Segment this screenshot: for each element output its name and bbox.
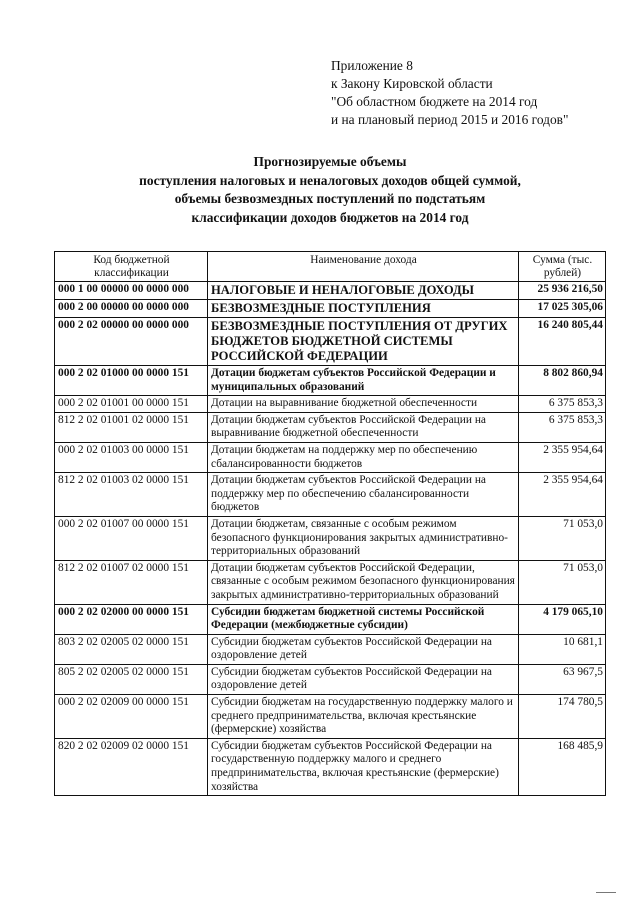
table-row — [55, 560, 606, 604]
title-line: Прогнозируемые объемы — [253, 154, 407, 169]
row-name: Дотации бюджетам субъектов Российской Федерации на выравнивание бюджетной обеспеченности — [208, 412, 519, 442]
table-row — [55, 634, 606, 664]
row-sum: 2 355 954,64 — [519, 473, 606, 517]
table-row — [55, 516, 606, 560]
appendix-line: к Закону Кировской области — [331, 76, 493, 91]
row-name: Дотации бюджетам на поддержку мер по обеспечению сбалансированности бюджетов — [208, 442, 519, 472]
row-code: 000 2 02 01003 00 0000 151 — [55, 442, 208, 472]
row-sum: 71 053,0 — [519, 516, 606, 560]
table-row — [55, 604, 606, 634]
row-sum: 4 179 065,10 — [519, 604, 606, 634]
row-name: Дотации на выравнивание бюджетной обеспеченности — [208, 396, 519, 413]
revenue-table — [54, 251, 606, 796]
row-sum: 174 780,5 — [519, 695, 606, 739]
header-name: Наименование дохода — [208, 252, 519, 282]
row-sum: 10 681,1 — [519, 634, 606, 664]
appendix-header — [331, 57, 631, 129]
header-sum: Сумма (тыс. рублей) — [519, 252, 606, 282]
row-sum: 25 936 216,50 — [519, 282, 606, 300]
appendix-line: "Об областном бюджете на 2014 год — [331, 94, 538, 109]
row-name: Субсидии бюджетам бюджетной системы Российской Федерации (межбюджетные субсидии) — [208, 604, 519, 634]
table-row — [55, 473, 606, 517]
row-name: БЕЗВОЗМЕЗДНЫЕ ПОСТУПЛЕНИЯ — [208, 300, 519, 318]
row-code: 812 2 02 01007 02 0000 151 — [55, 560, 208, 604]
row-sum: 63 967,5 — [519, 664, 606, 694]
title-line: объемы безвозмездных поступлений по подстатьям — [174, 191, 486, 206]
table-row — [55, 366, 606, 396]
title-line: поступления налоговых и неналоговых доходов общей суммой, — [139, 172, 521, 188]
table-row — [55, 300, 606, 318]
table-row — [55, 282, 606, 300]
document-title — [90, 153, 570, 227]
row-name: Субсидии бюджетам на государственную поддержку малого и среднего предпринимательства, включая крестьянские (фермерские) хозяйства — [208, 695, 519, 739]
row-sum: 6 375 853,3 — [519, 412, 606, 442]
row-name: БЕЗВОЗМЕЗДНЫЕ ПОСТУПЛЕНИЯ ОТ ДРУГИХ БЮДЖЕТОВ БЮДЖЕТНОЙ СИСТЕМЫ РОССИЙСКОЙ ФЕДЕРАЦИИ — [208, 318, 519, 366]
row-code: 000 2 00 00000 00 0000 000 — [55, 300, 208, 318]
title-line: классификации доходов бюджетов на 2014 год — [191, 209, 469, 225]
table-row — [55, 442, 606, 472]
scan-mark — [596, 892, 616, 893]
row-sum: 71 053,0 — [519, 560, 606, 604]
row-name: Субсидии бюджетам субъектов Российской Федерации на оздоровление детей — [208, 664, 519, 694]
row-code: 803 2 02 02005 02 0000 151 — [55, 634, 208, 664]
row-sum: 17 025 305,06 — [519, 300, 606, 318]
row-sum: 168 485,9 — [519, 738, 606, 795]
row-code: 000 1 00 00000 00 0000 000 — [55, 282, 208, 300]
row-sum: 8 802 860,94 — [519, 366, 606, 396]
row-code: 000 2 02 02009 00 0000 151 — [55, 695, 208, 739]
row-code: 000 2 02 01007 00 0000 151 — [55, 516, 208, 560]
table-header-row — [55, 252, 606, 282]
row-code: 000 2 02 00000 00 0000 000 — [55, 318, 208, 366]
row-code: 805 2 02 02005 02 0000 151 — [55, 664, 208, 694]
row-code: 812 2 02 01003 02 0000 151 — [55, 473, 208, 517]
row-code: 000 2 02 02000 00 0000 151 — [55, 604, 208, 634]
table-row — [55, 664, 606, 694]
row-name: Дотации бюджетам субъектов Российской Федерации и муниципальных образований — [208, 366, 519, 396]
row-sum: 6 375 853,3 — [519, 396, 606, 413]
row-sum: 2 355 954,64 — [519, 442, 606, 472]
row-name: Дотации бюджетам субъектов Российской Федерации на поддержку мер по обеспечению сбалансированности бюджетов — [208, 473, 519, 517]
table-row — [55, 695, 606, 739]
appendix-line: Приложение 8 — [331, 58, 413, 73]
row-name: НАЛОГОВЫЕ И НЕНАЛОГОВЫЕ ДОХОДЫ — [208, 282, 519, 300]
header-code: Код бюджетной классификации — [55, 252, 208, 282]
table-row — [55, 396, 606, 413]
row-name: Субсидии бюджетам субъектов Российской Федерации на государственную поддержку малого и среднего предпринимательства, включая крестьянские (фермерские) хозяйства — [208, 738, 519, 795]
row-sum: 16 240 805,44 — [519, 318, 606, 366]
table-row — [55, 412, 606, 442]
row-code: 812 2 02 01001 02 0000 151 — [55, 412, 208, 442]
row-code: 000 2 02 01000 00 0000 151 — [55, 366, 208, 396]
row-name: Дотации бюджетам, связанные с особым режимом безопасного функционирования закрытых административно-территориальных образований — [208, 516, 519, 560]
row-name: Субсидии бюджетам субъектов Российской Федерации на оздоровление детей — [208, 634, 519, 664]
row-code: 820 2 02 02009 02 0000 151 — [55, 738, 208, 795]
table-row — [55, 318, 606, 366]
row-name: Дотации бюджетам субъектов Российской Федерации, связанные с особым режимом безопасного функционирования закрытых административно-территориальных образований — [208, 560, 519, 604]
row-code: 000 2 02 01001 00 0000 151 — [55, 396, 208, 413]
table-row — [55, 738, 606, 795]
appendix-line: и на плановый период 2015 и 2016 годов" — [331, 112, 569, 127]
